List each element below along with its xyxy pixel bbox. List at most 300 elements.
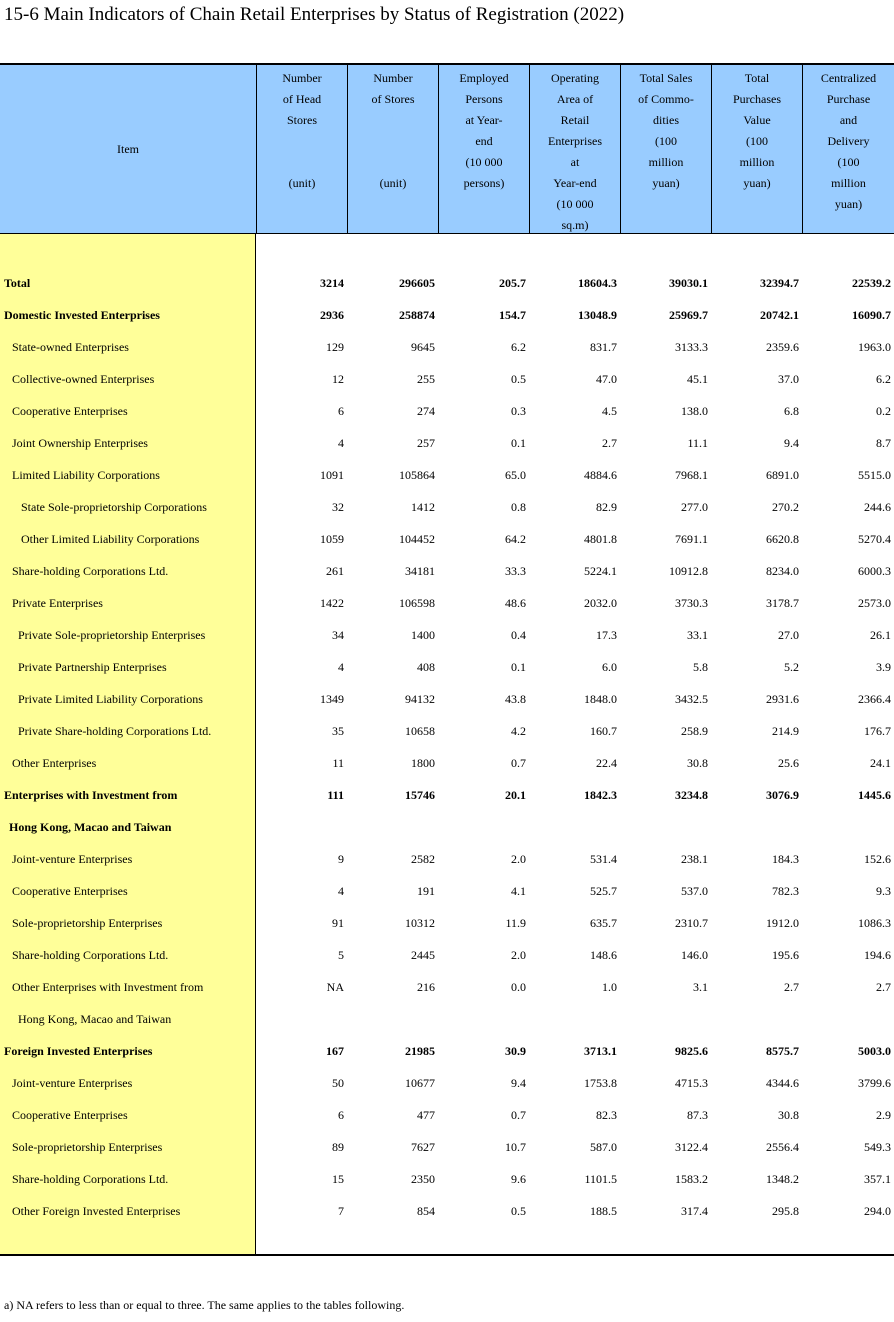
cell-total-sales: 2310.7 bbox=[675, 916, 708, 930]
cell-head-stores: 129 bbox=[326, 340, 344, 354]
column-header-line bbox=[348, 152, 438, 173]
table-row bbox=[0, 1004, 894, 1036]
cell-operating-area: 525.7 bbox=[590, 884, 617, 898]
row-label: Private Partnership Enterprises bbox=[18, 660, 167, 674]
cell-total-sales: 10912.8 bbox=[669, 564, 708, 578]
cell-employed-persons: 4.1 bbox=[511, 884, 526, 898]
indicators-table bbox=[0, 63, 894, 1256]
column-header-line: yuan) bbox=[834, 197, 863, 211]
cell-stores: 2350 bbox=[411, 1172, 435, 1186]
cell-total-purchases: 1912.0 bbox=[766, 916, 799, 930]
cell-total-sales: 258.9 bbox=[681, 724, 708, 738]
cell-stores: 2582 bbox=[411, 852, 435, 866]
cell-total-purchases: 32394.7 bbox=[760, 276, 799, 290]
cell-total-sales: 4715.3 bbox=[675, 1076, 708, 1090]
cell-total-sales: 3122.4 bbox=[675, 1140, 708, 1154]
cell-centralized-purchase: 9.3 bbox=[876, 884, 891, 898]
table-row bbox=[0, 300, 894, 332]
cell-employed-persons: 0.5 bbox=[511, 372, 526, 386]
cell-centralized-purchase: 152.6 bbox=[864, 852, 891, 866]
cell-stores: 15746 bbox=[405, 788, 435, 802]
cell-operating-area: 47.0 bbox=[596, 372, 617, 386]
cell-stores: 94132 bbox=[405, 692, 435, 706]
table-row bbox=[0, 556, 894, 588]
cell-employed-persons: 6.2 bbox=[511, 340, 526, 354]
page-title: 15-6 Main Indicators of Chain Retail Enterprises by Status of Registration (2022) bbox=[4, 4, 625, 25]
cell-total-sales: 238.1 bbox=[681, 852, 708, 866]
cell-stores: 1800 bbox=[411, 756, 435, 770]
row-label: Share-holding Corporations Ltd. bbox=[12, 1172, 169, 1186]
cell-head-stores: 4 bbox=[338, 884, 344, 898]
column-header-line bbox=[348, 131, 438, 152]
table-row bbox=[0, 1132, 894, 1164]
table-row bbox=[0, 972, 894, 1004]
cell-centralized-purchase: 549.3 bbox=[864, 1140, 891, 1154]
cell-total-sales: 138.0 bbox=[681, 404, 708, 418]
cell-employed-persons: 33.3 bbox=[505, 564, 526, 578]
cell-total-sales: 3234.8 bbox=[675, 788, 708, 802]
cell-total-purchases: 2556.4 bbox=[766, 1140, 799, 1154]
cell-head-stores: 34 bbox=[332, 628, 344, 642]
cell-centralized-purchase: 8.7 bbox=[876, 436, 891, 450]
cell-operating-area: 17.3 bbox=[596, 628, 617, 642]
column-header-line: Item bbox=[117, 142, 139, 156]
column-header-line: million bbox=[831, 176, 866, 190]
column-header-stores bbox=[347, 65, 438, 234]
cell-total-purchases: 8575.7 bbox=[766, 1044, 799, 1058]
cell-centralized-purchase: 176.7 bbox=[864, 724, 891, 738]
cell-centralized-purchase: 194.6 bbox=[864, 948, 891, 962]
cell-total-sales: 3432.5 bbox=[675, 692, 708, 706]
cell-stores: 106598 bbox=[399, 596, 435, 610]
cell-head-stores: 32 bbox=[332, 500, 344, 514]
column-header-line: Enterprises bbox=[548, 134, 602, 148]
row-label: Private Limited Liability Corporations bbox=[18, 692, 203, 706]
cell-operating-area: 6.0 bbox=[602, 660, 617, 674]
cell-operating-area: 531.4 bbox=[590, 852, 617, 866]
cell-total-sales: 146.0 bbox=[681, 948, 708, 962]
cell-total-purchases: 30.8 bbox=[778, 1108, 799, 1122]
cell-stores: 105864 bbox=[399, 468, 435, 482]
column-header-line: dities bbox=[653, 113, 679, 127]
column-header-line: (10 000 bbox=[465, 155, 503, 169]
row-label: Total bbox=[4, 276, 31, 290]
cell-operating-area: 1842.3 bbox=[584, 788, 617, 802]
cell-operating-area: 4801.8 bbox=[584, 532, 617, 546]
cell-operating-area: 1753.8 bbox=[584, 1076, 617, 1090]
cell-centralized-purchase: 2.7 bbox=[876, 980, 891, 994]
column-header-item bbox=[0, 65, 256, 234]
column-header-total-purchases bbox=[711, 65, 802, 234]
cell-operating-area: 4884.6 bbox=[584, 468, 617, 482]
cell-operating-area: 148.6 bbox=[590, 948, 617, 962]
cell-centralized-purchase: 6000.3 bbox=[858, 564, 891, 578]
table-row bbox=[0, 1164, 894, 1196]
column-header-line: Total Sales bbox=[639, 71, 693, 85]
cell-centralized-purchase: 0.2 bbox=[876, 404, 891, 418]
cell-total-sales: 33.1 bbox=[687, 628, 708, 642]
cell-centralized-purchase: 294.0 bbox=[864, 1204, 891, 1218]
column-header-line: Delivery bbox=[827, 134, 870, 148]
column-header-line: million bbox=[739, 155, 775, 169]
table-row bbox=[0, 908, 894, 940]
cell-total-purchases: 3178.7 bbox=[766, 596, 799, 610]
table-row bbox=[0, 332, 894, 364]
column-header-line: Stores bbox=[287, 113, 317, 127]
cell-operating-area: 635.7 bbox=[590, 916, 617, 930]
cell-employed-persons: 0.7 bbox=[511, 756, 526, 770]
cell-operating-area: 188.5 bbox=[590, 1204, 617, 1218]
cell-total-purchases: 214.9 bbox=[772, 724, 799, 738]
cell-stores: 216 bbox=[417, 980, 435, 994]
cell-total-purchases: 2.7 bbox=[784, 980, 799, 994]
row-label: Other Foreign Invested Enterprises bbox=[12, 1204, 181, 1218]
cell-total-sales: 25969.7 bbox=[669, 308, 708, 322]
cell-head-stores: 1059 bbox=[320, 532, 344, 546]
column-header-line: (100 bbox=[837, 155, 860, 169]
cell-operating-area: 82.3 bbox=[596, 1108, 617, 1122]
cell-total-purchases: 1348.2 bbox=[766, 1172, 799, 1186]
cell-operating-area: 831.7 bbox=[590, 340, 617, 354]
cell-centralized-purchase: 16090.7 bbox=[852, 308, 891, 322]
row-label: Other Enterprises with Investment from bbox=[12, 980, 204, 994]
column-header-line: Centralized bbox=[820, 71, 877, 85]
cell-total-sales: 7691.1 bbox=[675, 532, 708, 546]
column-header-line: Purchases bbox=[733, 92, 781, 106]
table-header bbox=[0, 63, 894, 234]
column-header-line: (10 000 bbox=[556, 197, 594, 211]
column-header-line: Purchase bbox=[826, 92, 871, 106]
cell-operating-area: 3713.1 bbox=[584, 1044, 617, 1058]
cell-stores: 274 bbox=[417, 404, 435, 418]
cell-head-stores: 111 bbox=[327, 788, 344, 802]
table-row bbox=[0, 460, 894, 492]
cell-total-purchases: 9.4 bbox=[784, 436, 799, 450]
cell-total-purchases: 6620.8 bbox=[766, 532, 799, 546]
table-row bbox=[0, 716, 894, 748]
cell-total-sales: 5.8 bbox=[693, 660, 708, 674]
cell-stores: 2445 bbox=[411, 948, 435, 962]
cell-stores: 104452 bbox=[399, 532, 435, 546]
table-row bbox=[0, 812, 894, 844]
column-header-line: at bbox=[570, 155, 580, 169]
column-header-centralized-purchase bbox=[802, 65, 894, 234]
cell-operating-area: 13048.9 bbox=[578, 308, 617, 322]
row-label: Other Enterprises bbox=[12, 756, 97, 770]
row-label: Cooperative Enterprises bbox=[12, 1108, 128, 1122]
cell-total-purchases: 20742.1 bbox=[760, 308, 799, 322]
cell-total-purchases: 27.0 bbox=[778, 628, 799, 642]
table-row bbox=[0, 428, 894, 460]
cell-employed-persons: 43.8 bbox=[505, 692, 526, 706]
cell-total-sales: 277.0 bbox=[681, 500, 708, 514]
cell-head-stores: NA bbox=[326, 980, 344, 994]
cell-head-stores: 91 bbox=[332, 916, 344, 930]
cell-operating-area: 4.5 bbox=[602, 404, 617, 418]
row-label: State-owned Enterprises bbox=[12, 340, 129, 354]
row-label: Foreign Invested Enterprises bbox=[4, 1044, 153, 1058]
column-header-line: and bbox=[839, 113, 858, 127]
row-label: Share-holding Corporations Ltd. bbox=[12, 564, 169, 578]
column-header-line: million bbox=[648, 155, 684, 169]
table-row bbox=[0, 1068, 894, 1100]
table-row bbox=[0, 364, 894, 396]
cell-centralized-purchase: 5515.0 bbox=[858, 468, 891, 482]
column-header-line bbox=[257, 131, 347, 152]
cell-stores: 854 bbox=[417, 1204, 435, 1218]
cell-stores: 257 bbox=[417, 436, 435, 450]
cell-employed-persons: 2.0 bbox=[511, 948, 526, 962]
cell-centralized-purchase: 2.9 bbox=[876, 1108, 891, 1122]
cell-centralized-purchase: 22539.2 bbox=[852, 276, 891, 290]
column-header-line: of Head bbox=[282, 92, 322, 106]
cell-head-stores: 4 bbox=[338, 660, 344, 674]
cell-centralized-purchase: 24.1 bbox=[870, 756, 891, 770]
cell-head-stores: 12 bbox=[332, 372, 344, 386]
cell-total-sales: 11.1 bbox=[687, 436, 708, 450]
cell-head-stores: 2936 bbox=[320, 308, 344, 322]
row-label: Sole-proprietorship Enterprises bbox=[12, 916, 163, 930]
cell-total-purchases: 295.8 bbox=[772, 1204, 799, 1218]
cell-total-sales: 39030.1 bbox=[669, 276, 708, 290]
cell-stores: 7627 bbox=[411, 1140, 435, 1154]
table-row bbox=[0, 492, 894, 524]
row-label: Private Sole-proprietorship Enterprises bbox=[18, 628, 206, 642]
column-header-line: Number bbox=[282, 71, 322, 85]
table-row bbox=[0, 748, 894, 780]
cell-employed-persons: 30.9 bbox=[505, 1044, 526, 1058]
column-header-head-stores bbox=[256, 65, 347, 234]
row-label: Private Enterprises bbox=[12, 596, 103, 610]
cell-total-sales: 30.8 bbox=[687, 756, 708, 770]
cell-total-sales: 45.1 bbox=[687, 372, 708, 386]
cell-head-stores: 15 bbox=[332, 1172, 344, 1186]
cell-total-sales: 537.0 bbox=[681, 884, 708, 898]
row-label: Joint-venture Enterprises bbox=[12, 1076, 133, 1090]
row-label: Hong Kong, Macao and Taiwan bbox=[9, 820, 172, 834]
cell-head-stores: 1091 bbox=[320, 468, 344, 482]
cell-total-purchases: 25.6 bbox=[778, 756, 799, 770]
column-header-line: at Year- bbox=[465, 113, 503, 127]
cell-employed-persons: 0.0 bbox=[511, 980, 526, 994]
cell-employed-persons: 0.3 bbox=[511, 404, 526, 418]
cell-head-stores: 167 bbox=[326, 1044, 344, 1058]
cell-total-purchases: 4344.6 bbox=[766, 1076, 799, 1090]
cell-employed-persons: 65.0 bbox=[505, 468, 526, 482]
cell-total-purchases: 6.8 bbox=[784, 404, 799, 418]
cell-stores: 258874 bbox=[399, 308, 435, 322]
cell-operating-area: 160.7 bbox=[590, 724, 617, 738]
cell-employed-persons: 9.6 bbox=[511, 1172, 526, 1186]
cell-centralized-purchase: 1445.6 bbox=[858, 788, 891, 802]
column-header-line: Employed bbox=[459, 71, 509, 85]
cell-head-stores: 7 bbox=[338, 1204, 344, 1218]
table-row bbox=[0, 652, 894, 684]
cell-stores: 34181 bbox=[405, 564, 435, 578]
cell-total-purchases: 2359.6 bbox=[766, 340, 799, 354]
cell-total-purchases: 270.2 bbox=[772, 500, 799, 514]
row-label: Hong Kong, Macao and Taiwan bbox=[18, 1012, 172, 1026]
table-row bbox=[0, 524, 894, 556]
cell-employed-persons: 0.1 bbox=[511, 436, 526, 450]
cell-stores: 1412 bbox=[411, 500, 435, 514]
cell-employed-persons: 2.0 bbox=[511, 852, 526, 866]
column-header-line: (unit) bbox=[379, 176, 407, 190]
row-label: Cooperative Enterprises bbox=[12, 884, 128, 898]
cell-total-sales: 9825.6 bbox=[675, 1044, 708, 1058]
column-header-line: Year-end bbox=[553, 176, 597, 190]
column-header-line: Value bbox=[743, 113, 771, 127]
cell-operating-area: 587.0 bbox=[590, 1140, 617, 1154]
cell-stores: 296605 bbox=[399, 276, 435, 290]
cell-total-sales: 3133.3 bbox=[675, 340, 708, 354]
cell-stores: 10658 bbox=[405, 724, 435, 738]
row-label: Cooperative Enterprises bbox=[12, 404, 128, 418]
table-row bbox=[0, 844, 894, 876]
cell-head-stores: 50 bbox=[332, 1076, 344, 1090]
table-body bbox=[0, 234, 894, 1256]
column-header-line: of Commo- bbox=[638, 92, 694, 106]
cell-employed-persons: 10.7 bbox=[505, 1140, 526, 1154]
cell-total-purchases: 5.2 bbox=[784, 660, 799, 674]
cell-total-purchases: 6891.0 bbox=[766, 468, 799, 482]
cell-head-stores: 1349 bbox=[320, 692, 344, 706]
column-header-line: (100 bbox=[746, 134, 768, 148]
cell-total-purchases: 2931.6 bbox=[766, 692, 799, 706]
cell-operating-area: 5224.1 bbox=[584, 564, 617, 578]
column-header-line: persons) bbox=[463, 176, 505, 190]
cell-operating-area: 1848.0 bbox=[584, 692, 617, 706]
cell-centralized-purchase: 6.2 bbox=[876, 372, 891, 386]
cell-total-purchases: 184.3 bbox=[772, 852, 799, 866]
table-row bbox=[0, 268, 894, 300]
table-row bbox=[0, 780, 894, 812]
cell-head-stores: 3214 bbox=[320, 276, 344, 290]
row-label: Collective-owned Enterprises bbox=[12, 372, 155, 386]
cell-total-sales: 1583.2 bbox=[675, 1172, 708, 1186]
column-header-line: (unit) bbox=[288, 176, 316, 190]
cell-stores: 1400 bbox=[411, 628, 435, 642]
cell-centralized-purchase: 1086.3 bbox=[858, 916, 891, 930]
column-header-line: of Stores bbox=[371, 92, 415, 106]
table-row bbox=[0, 620, 894, 652]
cell-employed-persons: 64.2 bbox=[505, 532, 526, 546]
column-header-line: Persons bbox=[465, 92, 503, 106]
cell-total-sales: 7968.1 bbox=[675, 468, 708, 482]
cell-total-sales: 87.3 bbox=[687, 1108, 708, 1122]
cell-operating-area: 2032.0 bbox=[584, 596, 617, 610]
cell-employed-persons: 48.6 bbox=[505, 596, 526, 610]
cell-operating-area: 2.7 bbox=[602, 436, 617, 450]
table-row bbox=[0, 940, 894, 972]
column-header-line: Operating bbox=[551, 71, 599, 85]
cell-employed-persons: 0.7 bbox=[511, 1108, 526, 1122]
cell-head-stores: 6 bbox=[338, 404, 344, 418]
column-header-line: (100 bbox=[655, 134, 677, 148]
table-row bbox=[0, 684, 894, 716]
row-label: Private Share-holding Corporations Ltd. bbox=[18, 724, 212, 738]
cell-stores: 477 bbox=[417, 1108, 435, 1122]
cell-head-stores: 6 bbox=[338, 1108, 344, 1122]
table-row bbox=[0, 876, 894, 908]
cell-employed-persons: 20.1 bbox=[505, 788, 526, 802]
cell-employed-persons: 205.7 bbox=[499, 276, 526, 290]
column-header-line bbox=[257, 152, 347, 173]
cell-total-purchases: 8234.0 bbox=[766, 564, 799, 578]
table-row bbox=[0, 588, 894, 620]
cell-total-purchases: 3076.9 bbox=[766, 788, 799, 802]
column-header-operating-area bbox=[529, 65, 620, 234]
cell-employed-persons: 0.1 bbox=[511, 660, 526, 674]
cell-employed-persons: 0.5 bbox=[511, 1204, 526, 1218]
column-header-line: Retail bbox=[560, 113, 590, 127]
cell-stores: 9645 bbox=[411, 340, 435, 354]
column-header-total-sales bbox=[620, 65, 711, 234]
footnote: a) NA refers to less than or equal to three. The same applies to the tables following. bbox=[4, 1298, 405, 1312]
cell-centralized-purchase: 3.9 bbox=[876, 660, 891, 674]
cell-employed-persons: 154.7 bbox=[499, 308, 526, 322]
column-header-line: Total bbox=[744, 71, 770, 85]
row-label: Other Limited Liability Corporations bbox=[21, 532, 200, 546]
cell-head-stores: 9 bbox=[338, 852, 344, 866]
cell-employed-persons: 0.4 bbox=[511, 628, 526, 642]
cell-employed-persons: 0.8 bbox=[511, 500, 526, 514]
cell-centralized-purchase: 244.6 bbox=[864, 500, 891, 514]
column-header-line: Area of bbox=[556, 92, 594, 106]
column-header-employed-persons bbox=[438, 65, 529, 234]
column-header-line: sq.m) bbox=[561, 218, 589, 232]
column-header-line: yuan) bbox=[743, 176, 771, 190]
row-label: Sole-proprietorship Enterprises bbox=[12, 1140, 163, 1154]
cell-head-stores: 5 bbox=[338, 948, 344, 962]
row-label: Share-holding Corporations Ltd. bbox=[12, 948, 169, 962]
row-label: Joint-venture Enterprises bbox=[12, 852, 133, 866]
cell-centralized-purchase: 5003.0 bbox=[858, 1044, 891, 1058]
cell-stores: 255 bbox=[417, 372, 435, 386]
row-label: Enterprises with Investment from bbox=[4, 788, 178, 802]
table-row bbox=[0, 1100, 894, 1132]
cell-head-stores: 261 bbox=[326, 564, 344, 578]
cell-operating-area: 82.9 bbox=[596, 500, 617, 514]
cell-centralized-purchase: 1963.0 bbox=[858, 340, 891, 354]
cell-centralized-purchase: 26.1 bbox=[870, 628, 891, 642]
cell-stores: 408 bbox=[417, 660, 435, 674]
cell-stores: 191 bbox=[417, 884, 435, 898]
table-row bbox=[0, 396, 894, 428]
cell-total-purchases: 195.6 bbox=[772, 948, 799, 962]
cell-operating-area: 18604.3 bbox=[578, 276, 617, 290]
row-label: Domestic Invested Enterprises bbox=[4, 308, 160, 322]
cell-head-stores: 89 bbox=[332, 1140, 344, 1154]
cell-employed-persons: 11.9 bbox=[505, 916, 526, 930]
cell-stores: 21985 bbox=[405, 1044, 435, 1058]
cell-employed-persons: 4.2 bbox=[511, 724, 526, 738]
column-header-line: yuan) bbox=[652, 176, 680, 190]
row-label: State Sole-proprietorship Corporations bbox=[21, 500, 207, 514]
table-row bbox=[0, 1036, 894, 1068]
cell-operating-area: 1.0 bbox=[602, 980, 617, 994]
cell-head-stores: 35 bbox=[332, 724, 344, 738]
cell-stores: 10677 bbox=[405, 1076, 435, 1090]
cell-total-sales: 317.4 bbox=[681, 1204, 708, 1218]
cell-centralized-purchase: 5270.4 bbox=[858, 532, 891, 546]
cell-centralized-purchase: 357.1 bbox=[864, 1172, 891, 1186]
cell-centralized-purchase: 2366.4 bbox=[858, 692, 891, 706]
cell-centralized-purchase: 2573.0 bbox=[858, 596, 891, 610]
row-label: Joint Ownership Enterprises bbox=[12, 436, 148, 450]
cell-head-stores: 1422 bbox=[320, 596, 344, 610]
cell-stores: 10312 bbox=[405, 916, 435, 930]
